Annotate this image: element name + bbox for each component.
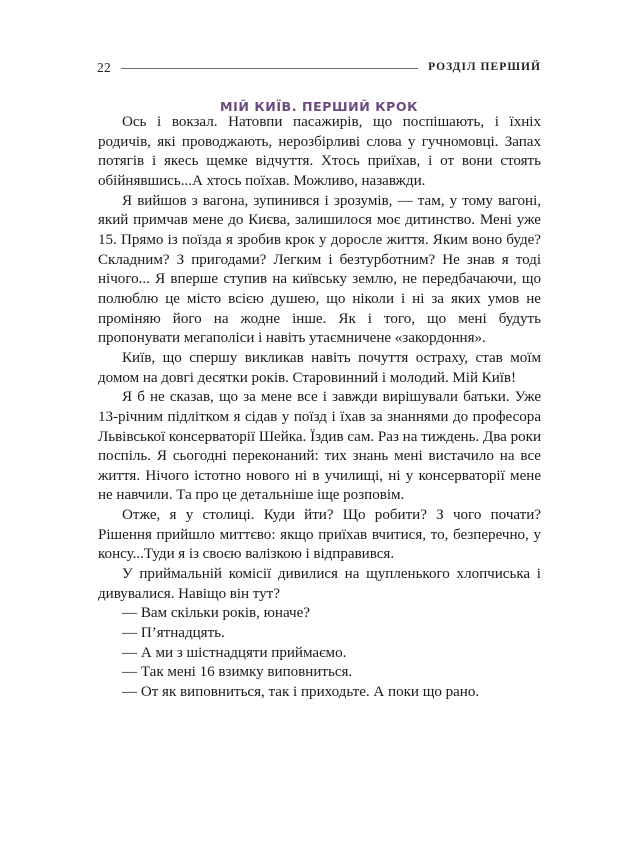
body-text — [98, 113, 541, 703]
dialogue-line: — А ми з шістнадцяти приймаємо. — [122, 644, 347, 661]
paragraph: Я б не сказав, що за мене все і завжди вирішували батьки. Уже 13-річним підлітком я сідав у поїзд і їхав за знаннями до професора Львівської консерваторії Шейка. Їздив сам. Раз на тиждень. Два роки поспіль. Я сьогодні переконаний: тих знань мені вистачило на все життя. Нічого істотно нового ні в училищі, ні у консерваторії мене не навчили. Та про це детальніше іще розповім. — [98, 389, 541, 504]
dialogue-line: — Так мені 16 взимку виповниться. — [122, 664, 353, 681]
chapter-label: РОЗДІЛ ПЕРШИЙ — [428, 61, 541, 74]
paragraph: Ось і вокзал. Натовпи пасажирів, що поспішають, і їхніх родичів, які проводжають, нерозбірливі слова у гучномовці. Запах потягів і якесь щемке відчуття. Хтось приїхав, і от вони стоять обійнявшись...А хтось поїхав. Можливо, назавжди. — [98, 114, 541, 189]
paragraph: Отже, я у столиці. Куди йти? Що робити? З чого почати? Рішення прийшло миттєво: якщо приїхав вчитися, то, безперечно, у консу...Туди я із своєю валізкою і відправився. — [98, 507, 541, 563]
page-number: 22 — [97, 60, 112, 76]
running-head-rule — [121, 68, 418, 69]
paragraph: Київ, що спершу викликав навіть почуття остраху, став моїм домом на довгі десятки років. Старовинний і молодий. Мій Київ! — [98, 349, 541, 386]
dialogue-line: — П’ятнадцять. — [122, 625, 225, 642]
dialogue-line: — От як виповниться, так і приходьте. А поки що рано. — [122, 684, 480, 701]
paragraph: Я вийшов з вагона, зупинився і зрозумів, — там, у тому вагоні, який примчав мене до Києва, залишилося моє дитинство. Мені уже 15. Прямо із поїзда я зробив крок у доросле життя. Яким воно буде? Складним? З пригодами? Легким і безтурботним? Не знав я тоді нічого... Я вперше ступив на київську землю, не передбачаючи, що полюблю це місто всією душею, що ніколи і ні за яких умов не проміняю його на жодне інше. Як і того, що мені будуть пропонувати мегаполіси і навіть утаємничене «закордоння». — [98, 192, 541, 347]
running-head — [97, 58, 541, 78]
dialogue-line: — Вам скільки років, юначе? — [122, 605, 310, 622]
paragraph: У приймальній комісії дивилися на щупленького хлопчиська і дивувалися. Навіщо він тут? — [98, 566, 541, 602]
section-title: МІЙ КИЇВ. ПЕРШИЙ КРОК — [220, 99, 418, 115]
